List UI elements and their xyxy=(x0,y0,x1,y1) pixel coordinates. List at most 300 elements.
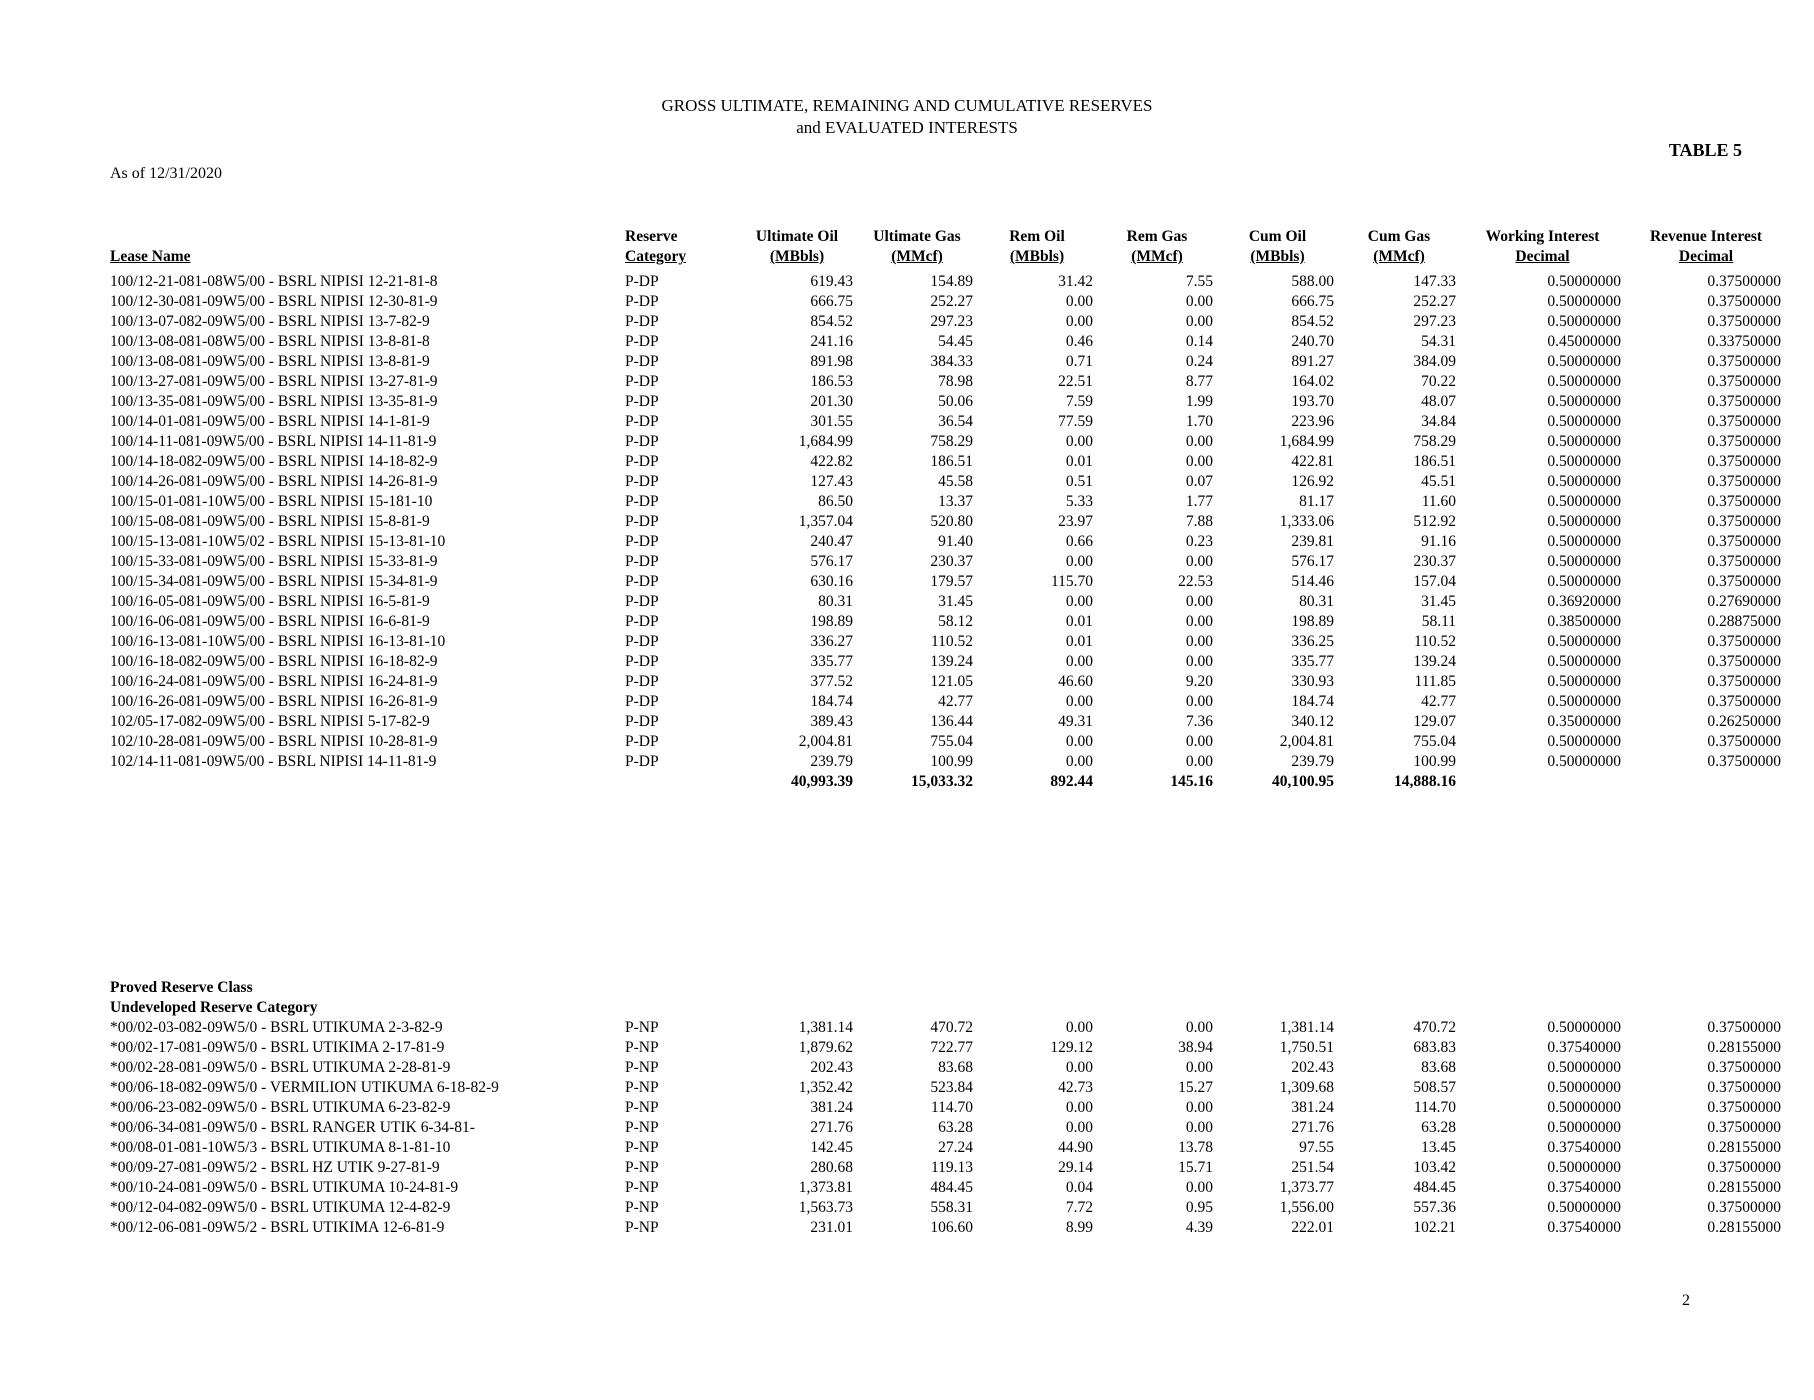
revenue-interest-cell: 0.37500000 xyxy=(1707,453,1781,470)
spacer-row xyxy=(110,792,1787,978)
cum-gas-cell: 102.21 xyxy=(1413,1219,1456,1236)
cum-gas-cell: 557.36 xyxy=(1413,1199,1456,1216)
rem-oil-cell: 0.00 xyxy=(1065,733,1093,750)
cum-oil-cell: 40,100.95 xyxy=(1272,773,1334,790)
cum-oil-cell: 198.89 xyxy=(1291,613,1334,630)
cum-oil-cell: 202.43 xyxy=(1291,1059,1334,1076)
ultimate-oil-cell: 377.52 xyxy=(810,673,853,690)
revenue-interest-cell: 0.28155000 xyxy=(1707,1139,1781,1156)
cum-gas-cell: 34.84 xyxy=(1421,413,1456,430)
reserve-category-cell: P-NP xyxy=(625,1099,659,1116)
reserves-table xyxy=(110,227,1787,1238)
header-revenue-interest: Revenue Interest xyxy=(1649,228,1763,245)
cum-oil-cell: 336.25 xyxy=(1291,633,1334,650)
reserve-category-cell: P-DP xyxy=(625,453,659,470)
cum-gas-cell: 83.68 xyxy=(1421,1059,1456,1076)
working-interest-cell: 0.50000000 xyxy=(1547,313,1621,330)
lease-name-cell: 100/16-06-081-09W5/00 - BSRL NIPISI 16-6-81-9 xyxy=(110,613,430,630)
table-row xyxy=(110,1098,1787,1118)
rem-oil-cell: 0.51 xyxy=(1065,473,1093,490)
working-interest-cell: 0.38500000 xyxy=(1547,613,1621,630)
revenue-interest-cell: 0.27690000 xyxy=(1707,593,1781,610)
table-row xyxy=(110,1038,1787,1058)
ultimate-oil-cell: 336.27 xyxy=(810,633,853,650)
ultimate-gas-cell: 558.31 xyxy=(930,1199,973,1216)
cum-oil-cell: 340.12 xyxy=(1291,713,1334,730)
reserve-category-cell: P-DP xyxy=(625,753,659,770)
reserve-class-label-row xyxy=(110,978,1787,998)
rem-oil-cell: 0.01 xyxy=(1065,453,1093,470)
working-interest-cell: 0.50000000 xyxy=(1547,373,1621,390)
rem-oil-cell: 7.72 xyxy=(1065,1199,1093,1216)
lease-name-cell: 100/16-05-081-09W5/00 - BSRL NIPISI 16-5-81-9 xyxy=(110,593,430,610)
reserve-category-cell: P-NP xyxy=(625,1159,659,1176)
table-row xyxy=(110,732,1787,752)
cum-gas-cell: 230.37 xyxy=(1413,553,1456,570)
rem-gas-cell: 1.77 xyxy=(1185,493,1213,510)
revenue-interest-cell: 0.37500000 xyxy=(1707,313,1781,330)
table-row xyxy=(110,552,1787,572)
revenue-interest-cell: 0.37500000 xyxy=(1707,473,1781,490)
revenue-interest-cell: 0.37500000 xyxy=(1707,673,1781,690)
header-ultimate-gas-units: (MMcf) xyxy=(891,248,943,265)
rem-oil-cell: 0.01 xyxy=(1065,613,1093,630)
header-row-2 xyxy=(110,247,1787,272)
ultimate-oil-cell: 142.45 xyxy=(810,1139,853,1156)
working-interest-cell: 0.50000000 xyxy=(1547,473,1621,490)
ultimate-oil-cell: 127.43 xyxy=(810,473,853,490)
ultimate-gas-cell: 755.04 xyxy=(930,733,973,750)
working-interest-cell: 0.50000000 xyxy=(1547,733,1621,750)
cum-oil-cell: 1,333.06 xyxy=(1279,513,1334,530)
lease-name-cell: *00/02-28-081-09W5/0 - BSRL UTIKUMA 2-28-81-9 xyxy=(110,1059,451,1076)
table-row xyxy=(110,1178,1787,1198)
table-row xyxy=(110,512,1787,532)
rem-oil-cell: 22.51 xyxy=(1058,373,1093,390)
revenue-interest-cell: 0.26250000 xyxy=(1707,713,1781,730)
reserve-category-cell: P-DP xyxy=(625,353,659,370)
revenue-interest-cell: 0.37500000 xyxy=(1707,753,1781,770)
cum-gas-cell: 470.72 xyxy=(1413,1019,1456,1036)
cum-gas-cell: 114.70 xyxy=(1413,1099,1456,1116)
rem-gas-cell: 0.14 xyxy=(1185,333,1213,350)
cum-gas-cell: 13.45 xyxy=(1421,1139,1456,1156)
table-row xyxy=(110,532,1787,552)
lease-name-cell: 100/14-18-082-09W5/00 - BSRL NIPISI 14-18-82-9 xyxy=(110,453,438,470)
ultimate-oil-cell: 1,352.42 xyxy=(798,1079,853,1096)
ultimate-oil-cell: 86.50 xyxy=(818,493,853,510)
rem-gas-cell: 0.00 xyxy=(1185,693,1213,710)
working-interest-cell: 0.50000000 xyxy=(1547,1199,1621,1216)
cum-oil-cell: 164.02 xyxy=(1291,373,1334,390)
working-interest-cell: 0.50000000 xyxy=(1547,1059,1621,1076)
rem-oil-cell: 46.60 xyxy=(1058,673,1093,690)
revenue-interest-cell: 0.37500000 xyxy=(1707,1199,1781,1216)
cum-oil-cell: 1,684.99 xyxy=(1279,433,1334,450)
rem-gas-cell: 0.00 xyxy=(1185,753,1213,770)
lease-name-cell: *00/12-06-081-09W5/2 - BSRL UTIKIMA 12-6-81-9 xyxy=(110,1219,445,1236)
rem-oil-cell: 77.59 xyxy=(1058,413,1093,430)
header-ri-decimal: Decimal xyxy=(1678,248,1734,265)
ultimate-gas-cell: 179.57 xyxy=(930,573,973,590)
working-interest-cell: 0.50000000 xyxy=(1547,633,1621,650)
working-interest-cell: 0.36920000 xyxy=(1547,593,1621,610)
ultimate-gas-cell: 384.33 xyxy=(930,353,973,370)
cum-gas-cell: 58.11 xyxy=(1421,613,1456,630)
header-ultimate-gas: Ultimate Gas xyxy=(873,228,961,245)
revenue-interest-cell: 0.37500000 xyxy=(1707,273,1781,290)
table-row xyxy=(110,632,1787,652)
cum-gas-cell: 103.42 xyxy=(1413,1159,1456,1176)
table-row xyxy=(110,652,1787,672)
ultimate-oil-cell: 201.30 xyxy=(810,393,853,410)
lease-name-cell: 100/16-24-081-09W5/00 - BSRL NIPISI 16-24-81-9 xyxy=(110,673,438,690)
table-row xyxy=(110,692,1787,712)
rem-gas-cell: 145.16 xyxy=(1170,773,1213,790)
reserve-category-cell: P-NP xyxy=(625,1059,659,1076)
ultimate-gas-cell: 63.28 xyxy=(938,1119,973,1136)
rem-oil-cell: 0.00 xyxy=(1065,293,1093,310)
reserve-category-cell: P-NP xyxy=(625,1039,659,1056)
cum-gas-cell: 14,888.16 xyxy=(1394,773,1456,790)
header-ultimate-oil: Ultimate Oil xyxy=(755,228,839,245)
table-row xyxy=(110,472,1787,492)
lease-name-cell xyxy=(110,772,625,792)
rem-oil-cell: 0.00 xyxy=(1065,1019,1093,1036)
table-row xyxy=(110,492,1787,512)
lease-name-cell: *00/09-27-081-09W5/2 - BSRL HZ UTIK 9-27-81-9 xyxy=(110,1159,440,1176)
working-interest-cell: 0.50000000 xyxy=(1547,1019,1621,1036)
cum-gas-cell: 45.51 xyxy=(1421,473,1456,490)
table-row xyxy=(110,672,1787,692)
cum-oil-cell: 1,309.68 xyxy=(1279,1079,1334,1096)
cum-gas-cell: 139.24 xyxy=(1413,653,1456,670)
revenue-interest-cell: 0.28875000 xyxy=(1707,613,1781,630)
rem-gas-cell: 1.99 xyxy=(1185,393,1213,410)
cum-gas-cell: 683.83 xyxy=(1413,1039,1456,1056)
ultimate-gas-cell: 154.89 xyxy=(930,273,973,290)
table-row xyxy=(110,1118,1787,1138)
lease-name-cell: 100/14-26-081-09W5/00 - BSRL NIPISI 14-26-81-9 xyxy=(110,473,438,490)
cum-gas-cell: 297.23 xyxy=(1413,313,1456,330)
header-wi-decimal: Decimal xyxy=(1515,248,1570,265)
cum-gas-cell: 508.57 xyxy=(1413,1079,1456,1096)
cum-oil-cell: 1,750.51 xyxy=(1279,1039,1334,1056)
working-interest-cell: 0.50000000 xyxy=(1547,513,1621,530)
rem-oil-cell: 0.04 xyxy=(1065,1179,1093,1196)
reserve-category-cell: P-DP xyxy=(625,413,659,430)
table-row xyxy=(110,1078,1787,1098)
ultimate-oil-cell: 422.82 xyxy=(810,453,853,470)
working-interest-cell: 0.50000000 xyxy=(1547,273,1621,290)
cum-gas-cell: 111.85 xyxy=(1414,673,1456,690)
lease-name-cell: 100/13-27-081-09W5/00 - BSRL NIPISI 13-27-81-9 xyxy=(110,373,438,390)
cum-gas-cell: 63.28 xyxy=(1421,1119,1456,1136)
title-line-1: GROSS ULTIMATE, REMAINING AND CUMULATIVE RESERVES xyxy=(661,96,1153,115)
reserve-category-cell: P-DP xyxy=(625,593,659,610)
header-cum-gas: Cum Gas xyxy=(1367,228,1431,245)
rem-gas-cell: 38.94 xyxy=(1178,1039,1213,1056)
revenue-interest-cell: 0.37500000 xyxy=(1707,393,1781,410)
header-cum-gas-units: (MMcf) xyxy=(1373,248,1425,265)
ultimate-gas-cell: 484.45 xyxy=(930,1179,973,1196)
ultimate-gas-cell: 100.99 xyxy=(930,753,973,770)
ultimate-gas-cell: 50.06 xyxy=(938,393,973,410)
header-cum-oil-units: (MBbls) xyxy=(1250,248,1305,265)
title-line-2: and EVALUATED INTERESTS xyxy=(796,118,1018,137)
ultimate-oil-cell: 381.24 xyxy=(810,1099,853,1116)
rem-oil-cell: 0.00 xyxy=(1065,693,1093,710)
ultimate-oil-cell: 2,004.81 xyxy=(798,733,853,750)
cum-oil-cell: 81.17 xyxy=(1299,493,1334,510)
rem-gas-cell: 0.00 xyxy=(1185,1119,1213,1136)
table-row xyxy=(110,1198,1787,1218)
ultimate-gas-cell: 252.27 xyxy=(930,293,973,310)
rem-gas-cell: 4.39 xyxy=(1185,1219,1213,1236)
table-row xyxy=(110,292,1787,312)
reserve-category-cell xyxy=(625,772,737,792)
rem-oil-cell: 0.00 xyxy=(1065,1059,1093,1076)
ultimate-oil-cell: 619.43 xyxy=(810,273,853,290)
header-category: Category xyxy=(625,248,687,265)
rem-gas-cell: 0.00 xyxy=(1185,553,1213,570)
cum-oil-cell: 97.55 xyxy=(1299,1139,1334,1156)
reserve-category-cell: P-NP xyxy=(625,1219,659,1236)
rem-oil-cell: 0.46 xyxy=(1065,333,1093,350)
cum-oil-cell: 1,556.00 xyxy=(1279,1199,1334,1216)
cum-oil-cell: 184.74 xyxy=(1291,693,1334,710)
reserve-category-cell: P-NP xyxy=(625,1199,659,1216)
working-interest-cell: 0.50000000 xyxy=(1547,693,1621,710)
revenue-interest-cell: 0.37500000 xyxy=(1707,1079,1781,1096)
revenue-interest-cell: 0.37500000 xyxy=(1707,573,1781,590)
header-rem-gas: Rem Gas xyxy=(1126,228,1188,245)
ultimate-oil-cell: 1,684.99 xyxy=(798,433,853,450)
lease-name-cell: *00/08-01-081-10W5/3 - BSRL UTIKUMA 8-1-81-10 xyxy=(110,1139,451,1156)
reserve-category-cell: P-NP xyxy=(625,1139,659,1156)
lease-name-cell: 102/05-17-082-09W5/00 - BSRL NIPISI 5-17-82-9 xyxy=(110,713,430,730)
ultimate-oil-cell: 630.16 xyxy=(810,573,853,590)
rem-gas-cell: 9.20 xyxy=(1185,673,1213,690)
ultimate-oil-cell: 1,381.14 xyxy=(798,1019,853,1036)
table-row xyxy=(110,612,1787,632)
ultimate-oil-cell: 198.89 xyxy=(810,613,853,630)
ultimate-gas-cell: 45.58 xyxy=(938,473,973,490)
rem-oil-cell: 0.00 xyxy=(1065,553,1093,570)
cum-gas-cell: 755.04 xyxy=(1413,733,1456,750)
rem-gas-cell: 0.00 xyxy=(1185,733,1213,750)
ultimate-gas-cell: 83.68 xyxy=(938,1059,973,1076)
cum-oil-cell: 891.27 xyxy=(1291,353,1334,370)
working-interest-cell: 0.50000000 xyxy=(1547,1159,1621,1176)
revenue-interest-cell: 0.28155000 xyxy=(1707,1179,1781,1196)
lease-name-cell: 100/15-13-081-10W5/02 - BSRL NIPISI 15-13-81-10 xyxy=(110,533,446,550)
table-row xyxy=(110,752,1787,772)
cum-oil-cell: 1,381.14 xyxy=(1279,1019,1334,1036)
cum-oil-cell: 666.75 xyxy=(1291,293,1334,310)
cum-gas-cell: 54.31 xyxy=(1421,333,1456,350)
working-interest-cell: 0.50000000 xyxy=(1547,413,1621,430)
cum-oil-cell: 271.76 xyxy=(1291,1119,1334,1136)
rem-gas-cell: 0.00 xyxy=(1185,313,1213,330)
cum-oil-cell: 223.96 xyxy=(1291,413,1334,430)
cum-oil-cell: 193.70 xyxy=(1291,393,1334,410)
working-interest-cell: 0.45000000 xyxy=(1547,333,1621,350)
header-ultimate-oil-units: (MBbls) xyxy=(769,248,825,265)
table-body xyxy=(110,272,1787,1238)
ultimate-gas-cell: 42.77 xyxy=(938,693,973,710)
ultimate-oil-cell: 1,373.81 xyxy=(798,1179,853,1196)
working-interest-cell: 0.50000000 xyxy=(1547,1079,1621,1096)
rem-oil-cell: 23.97 xyxy=(1058,513,1093,530)
reserve-category-cell: P-DP xyxy=(625,653,659,670)
lease-name-cell: 100/13-08-081-08W5/00 - BSRL NIPISI 13-8-81-8 xyxy=(110,333,430,350)
ultimate-oil-cell: 231.01 xyxy=(810,1219,853,1236)
rem-gas-cell: 1.70 xyxy=(1185,413,1213,430)
reserve-class-label: Proved Reserve Class xyxy=(110,979,253,996)
table-row xyxy=(110,452,1787,472)
ultimate-oil-cell: 80.31 xyxy=(818,593,853,610)
rem-oil-cell: 0.00 xyxy=(1065,1119,1093,1136)
reserve-category-cell: P-NP xyxy=(625,1119,659,1136)
ultimate-gas-cell: 520.80 xyxy=(930,513,973,530)
lease-name-cell: *00/02-17-081-09W5/0 - BSRL UTIKIMA 2-17-81-9 xyxy=(110,1039,445,1056)
rem-oil-cell: 115.70 xyxy=(1050,573,1093,590)
working-interest-cell: 0.50000000 xyxy=(1547,393,1621,410)
revenue-interest-cell: 0.37500000 xyxy=(1707,1059,1781,1076)
rem-oil-cell: 31.42 xyxy=(1058,273,1093,290)
reserve-category-cell: P-DP xyxy=(625,553,659,570)
reserve-category-cell: P-DP xyxy=(625,393,659,410)
ultimate-oil-cell: 666.75 xyxy=(810,293,853,310)
cum-gas-cell: 512.92 xyxy=(1413,513,1456,530)
reserve-category-label-row xyxy=(110,998,1787,1018)
document-title xyxy=(0,0,1814,139)
rem-oil-cell: 0.71 xyxy=(1065,353,1093,370)
rem-gas-cell: 0.00 xyxy=(1185,1019,1213,1036)
as-of-date: As of 12/31/2020 xyxy=(110,165,222,182)
working-interest-cell: 0.50000000 xyxy=(1547,533,1621,550)
ultimate-oil-cell: 202.43 xyxy=(810,1059,853,1076)
cum-oil-cell: 335.77 xyxy=(1291,653,1334,670)
working-interest-cell: 0.50000000 xyxy=(1547,433,1621,450)
rem-gas-cell: 7.55 xyxy=(1185,273,1213,290)
reserve-category-cell: P-DP xyxy=(625,613,659,630)
rem-gas-cell: 0.00 xyxy=(1185,453,1213,470)
cum-oil-cell: 239.79 xyxy=(1291,753,1334,770)
table-header xyxy=(110,227,1787,272)
reserve-category-cell: P-DP xyxy=(625,693,659,710)
working-interest-cell: 0.50000000 xyxy=(1547,493,1621,510)
rem-oil-cell: 42.73 xyxy=(1058,1079,1093,1096)
rem-oil-cell: 5.33 xyxy=(1065,493,1093,510)
ultimate-gas-cell: 110.52 xyxy=(930,633,973,650)
ultimate-gas-cell: 119.13 xyxy=(930,1159,973,1176)
header-lease-name: Lease Name xyxy=(110,248,191,265)
ultimate-oil-cell: 301.55 xyxy=(810,413,853,430)
ultimate-gas-cell: 27.24 xyxy=(938,1139,973,1156)
working-interest-cell: 0.50000000 xyxy=(1547,673,1621,690)
ultimate-gas-cell: 523.84 xyxy=(930,1079,973,1096)
revenue-interest-cell: 0.37500000 xyxy=(1707,653,1781,670)
table-row xyxy=(110,592,1787,612)
lease-name-cell: *00/02-03-082-09W5/0 - BSRL UTIKUMA 2-3-82-9 xyxy=(110,1019,443,1036)
lease-name-cell: 100/15-33-081-09W5/00 - BSRL NIPISI 15-33-81-9 xyxy=(110,553,438,570)
lease-name-cell: 102/14-11-081-09W5/00 - BSRL NIPISI 14-11-81-9 xyxy=(110,753,437,770)
lease-name-cell: 100/15-08-081-09W5/00 - BSRL NIPISI 15-8-81-9 xyxy=(110,513,430,530)
cum-gas-cell: 91.16 xyxy=(1421,533,1456,550)
ultimate-gas-cell: 470.72 xyxy=(930,1019,973,1036)
cum-gas-cell: 186.51 xyxy=(1413,453,1456,470)
revenue-interest-cell: 0.37500000 xyxy=(1707,1099,1781,1116)
reserve-category-label: Undeveloped Reserve Category xyxy=(110,999,318,1016)
table-row xyxy=(110,1018,1787,1038)
rem-gas-cell: 0.00 xyxy=(1185,1099,1213,1116)
cum-gas-cell: 252.27 xyxy=(1413,293,1456,310)
rem-gas-cell: 0.00 xyxy=(1185,1059,1213,1076)
spacer-cell xyxy=(110,792,1787,978)
rem-oil-cell: 0.66 xyxy=(1065,533,1093,550)
lease-name-cell: 100/16-13-081-10W5/00 - BSRL NIPISI 16-13-81-10 xyxy=(110,633,446,650)
cum-gas-cell: 129.07 xyxy=(1413,713,1456,730)
ultimate-gas-cell: 54.45 xyxy=(938,333,973,350)
rem-gas-cell: 0.07 xyxy=(1185,473,1213,490)
table-label: TABLE 5 xyxy=(1668,140,1742,160)
page-number: 2 xyxy=(1682,1292,1690,1309)
ultimate-gas-cell: 139.24 xyxy=(930,653,973,670)
rem-gas-cell: 22.53 xyxy=(1178,573,1213,590)
lease-name-cell: 100/12-30-081-09W5/00 - BSRL NIPISI 12-30-81-9 xyxy=(110,293,438,310)
table-row xyxy=(110,1158,1787,1178)
rem-gas-cell: 13.78 xyxy=(1178,1139,1213,1156)
working-interest-cell xyxy=(1460,772,1625,792)
revenue-interest-cell: 0.37500000 xyxy=(1707,413,1781,430)
ultimate-gas-cell: 58.12 xyxy=(938,613,973,630)
cum-oil-cell: 381.24 xyxy=(1291,1099,1334,1116)
section-totals-row xyxy=(110,772,1787,792)
table-row xyxy=(110,1058,1787,1078)
ultimate-gas-cell: 15,033.32 xyxy=(911,773,973,790)
rem-oil-cell: 892.44 xyxy=(1050,773,1093,790)
cum-oil-cell: 2,004.81 xyxy=(1279,733,1334,750)
header-rem-oil: Rem Oil xyxy=(1009,228,1065,245)
ultimate-gas-cell: 114.70 xyxy=(930,1099,973,1116)
rem-oil-cell: 0.00 xyxy=(1065,433,1093,450)
lease-name-cell: *00/10-24-081-09W5/0 - BSRL UTIKUMA 10-24-81-9 xyxy=(110,1179,459,1196)
rem-gas-cell: 0.95 xyxy=(1185,1199,1213,1216)
header-rem-gas-units: (MMcf) xyxy=(1131,248,1183,265)
rem-oil-cell: 0.00 xyxy=(1065,653,1093,670)
revenue-interest-cell: 0.37500000 xyxy=(1707,373,1781,390)
revenue-interest-cell: 0.37500000 xyxy=(1707,1019,1781,1036)
rem-gas-cell: 0.00 xyxy=(1185,593,1213,610)
cum-oil-cell: 854.52 xyxy=(1291,313,1334,330)
ultimate-gas-cell: 36.54 xyxy=(938,413,973,430)
ultimate-oil-cell: 1,879.62 xyxy=(798,1039,853,1056)
ultimate-oil-cell: 1,563.73 xyxy=(798,1199,853,1216)
table-row xyxy=(110,352,1787,372)
rem-gas-cell: 8.77 xyxy=(1185,373,1213,390)
cum-oil-cell: 422.81 xyxy=(1291,453,1334,470)
working-interest-cell: 0.50000000 xyxy=(1547,553,1621,570)
rem-gas-cell: 0.00 xyxy=(1185,613,1213,630)
ultimate-gas-cell: 297.23 xyxy=(930,313,973,330)
rem-oil-cell: 129.12 xyxy=(1050,1039,1093,1056)
ultimate-oil-cell: 184.74 xyxy=(810,693,853,710)
ultimate-oil-cell: 335.77 xyxy=(810,653,853,670)
revenue-interest-cell: 0.37500000 xyxy=(1707,493,1781,510)
cum-gas-cell: 147.33 xyxy=(1413,273,1456,290)
